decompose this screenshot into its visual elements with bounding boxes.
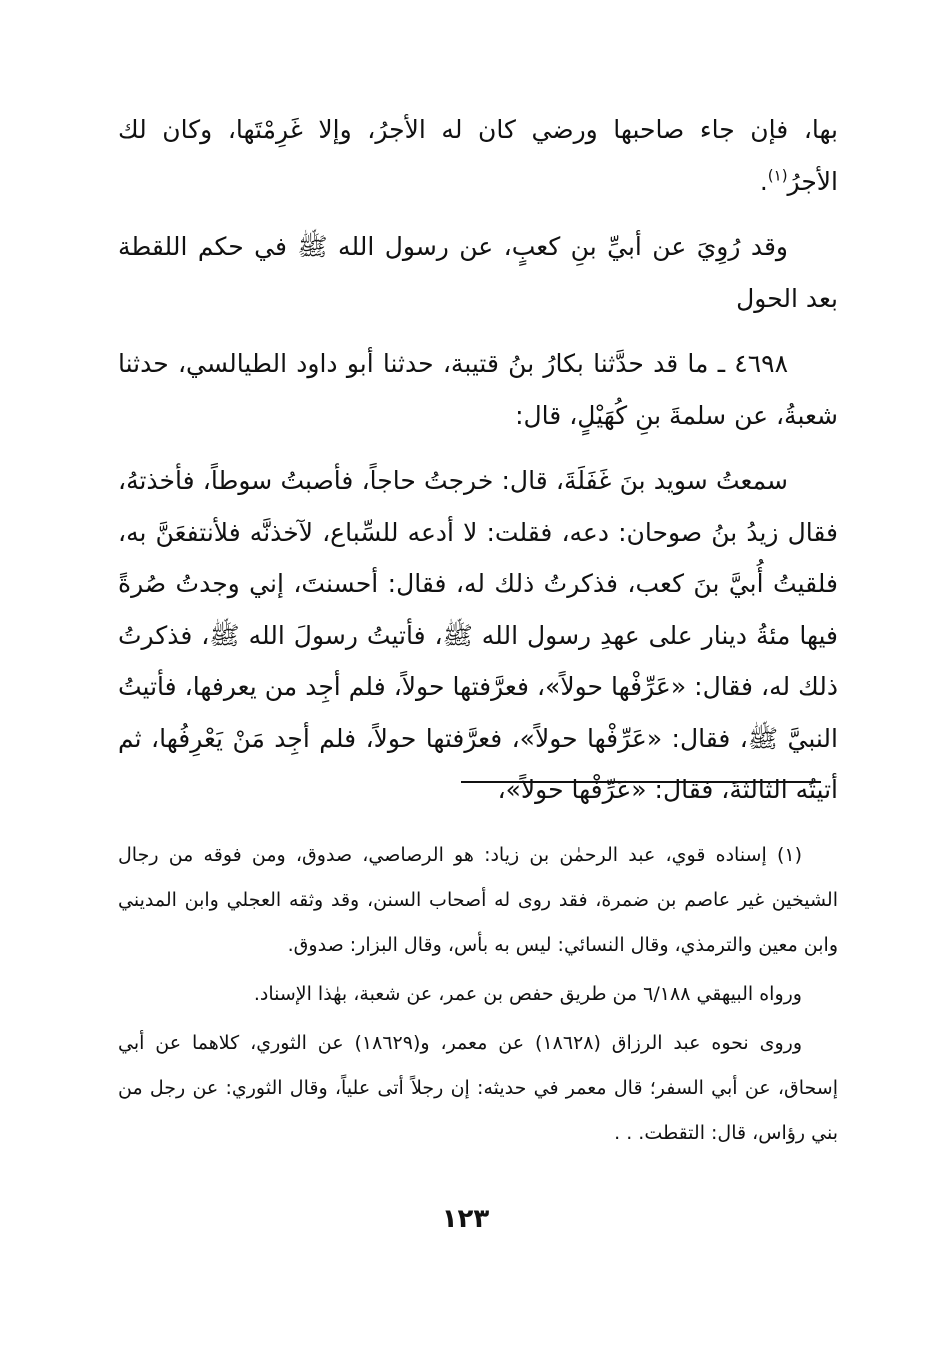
paragraph-1-suffix: . [759,166,768,196]
footnote-1-continued-a: ورواه البيهقي ٦/١٨٨ من طريق حفص بن عمر، عن شعبة، بهٰذا الإسناد. [253,983,802,1005]
paragraph-4-hadith-matn: سمعتُ سويد بنَ غَفَلَةَ، قال: خرجتُ حاجاً، فأصبتُ سوطاً، فأخذتهُ، فقال زيدُ بنُ صوحان: دعه، فقلت: لا أدعه للسِّباع، لآخذنَّه فلأنتفعَنَّ به، فلقيتُ أُبيَّ بنَ كعب، فذكرتُ ذلك له، فقال: أحسنتَ، إني وجدتُ صُرةً فيها مئةُ دينار على عهدِ رسول الله ﷺ، فأتيتُ رسولَ الله ﷺ، فذكرتُ ذلك له، فقال: «عَرِّفْها حولاً»، فعرَّفتها حولاً، فلم أجِد من يعرفها، فأتيتُ النبيَّ ﷺ، فقال: «عَرِّفْها حولاً»، فعرَّفتها حولاً، فلم أجِد مَنْ يَعْرِفُها، ثم أتيتُه الثالثةَ، فقال: «عَرِّفْها حولاً»، [118,466,838,804]
footnote-divider [461,781,821,783]
main-text [118,104,838,830]
footnote-1-continued-b: وروى نحوه عبد الرزاق (١٨٦٢٨) عن معمر، و(١٨٦٢٩) عن الثوري، كلاهما عن أبي إسحاق، عن أبي السفر؛ قال معمر في حديثه: إن رجلاً أتى علياً، وقال الثوري: عن رجل من بني رؤاس، قال: التقطت. . . [118,1032,838,1144]
paragraph-1 [118,104,838,207]
page-number: ١٢٣ [441,1204,490,1234]
paragraph-3-hadith-isnad: ٤٦٩٨ ـ ما قد حدَّثنا بكارُ بنُ قتيبة، حدثنا أبو داود الطيالسي، حدثنا شعبةُ، عن سلمةَ بنِ كُهَيْلٍ، قال: [118,349,838,430]
footnote-marker: (١) [767,166,788,185]
paragraph-1-text: بها، فإن جاء صاحبها ورضي كان له الأجرُ، وإلا غَرِمْتَها، وكان لك الأجرُ [118,115,838,196]
paragraph-2: وقد رُوِيَ عن أبيِّ بنِ كعبٍ، عن رسول الله ﷺ في حكم اللقطة بعد الحول [118,232,838,313]
footnotes [118,833,838,1160]
footnote-1: (١) إسناده قوي، عبد الرحمٰن بن زياد: هو الرصاصي، صدوق، ومن فوقه من رجال الشيخين غير عاصم بن ضمرة، فقد روى له أصحاب السنن، وقد وثقه العجلي وابن المديني وابن معين والترمذي، وقال النسائي: ليس به بأس، وقال البزار: صدوق. [118,844,838,956]
